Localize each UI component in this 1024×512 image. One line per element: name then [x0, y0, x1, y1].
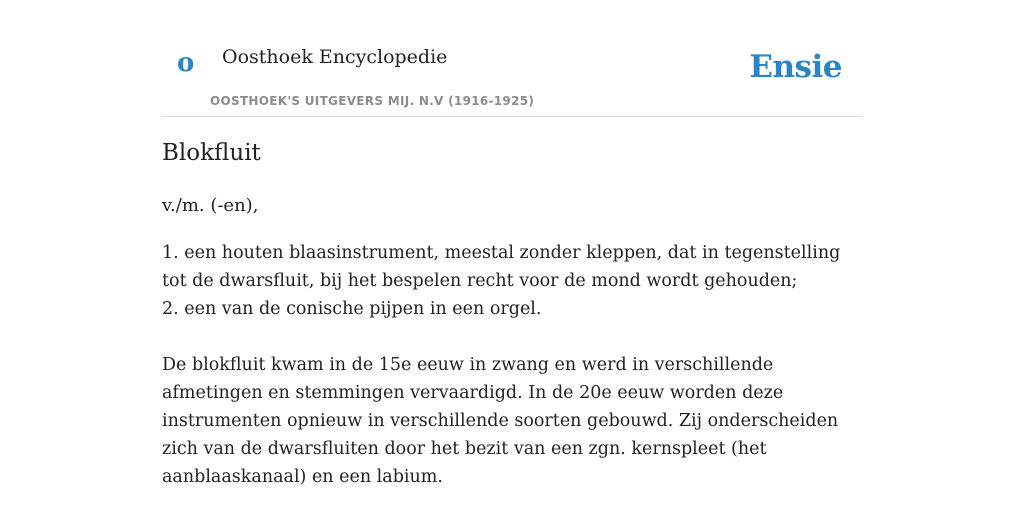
- entry-body: [162, 239, 862, 491]
- entry-paragraph: De blokfluit kwam in de 15e eeuw in zwang en werd in verschillende afmetingen en stemmingen vervaardigd. In de 20e eeuw worden deze instrumenten opnieuw in verschillende soorten gebouwd. Zij onderscheiden zich van de dwarsfluiten door het bezit van een zgn. kernspleet (het aanblaaskanaal) en een labium.: [162, 355, 839, 487]
- headword-title: Blokfluit: [162, 140, 261, 166]
- definition-1: 1. een houten blaasinstrument, meestal zonder kleppen, dat in tegenstelling tot de dwarsfluit, bij het bespelen recht voor de mond wordt gehouden;: [162, 243, 841, 291]
- source-header: [162, 0, 862, 117]
- grammar-info: v./m. (-en),: [162, 195, 259, 216]
- publisher-line: OOSTHOEK'S UITGEVERS MIJ. N.V (1916-1925): [210, 94, 535, 108]
- source-logo-icon[interactable]: o: [177, 48, 195, 78]
- ensie-logo[interactable]: Ensie: [749, 49, 842, 85]
- definition-2: 2. een van de conische pijpen in een orgel.: [162, 299, 542, 319]
- source-title[interactable]: Oosthoek Encyclopedie: [222, 46, 448, 68]
- entry-page: [162, 0, 862, 512]
